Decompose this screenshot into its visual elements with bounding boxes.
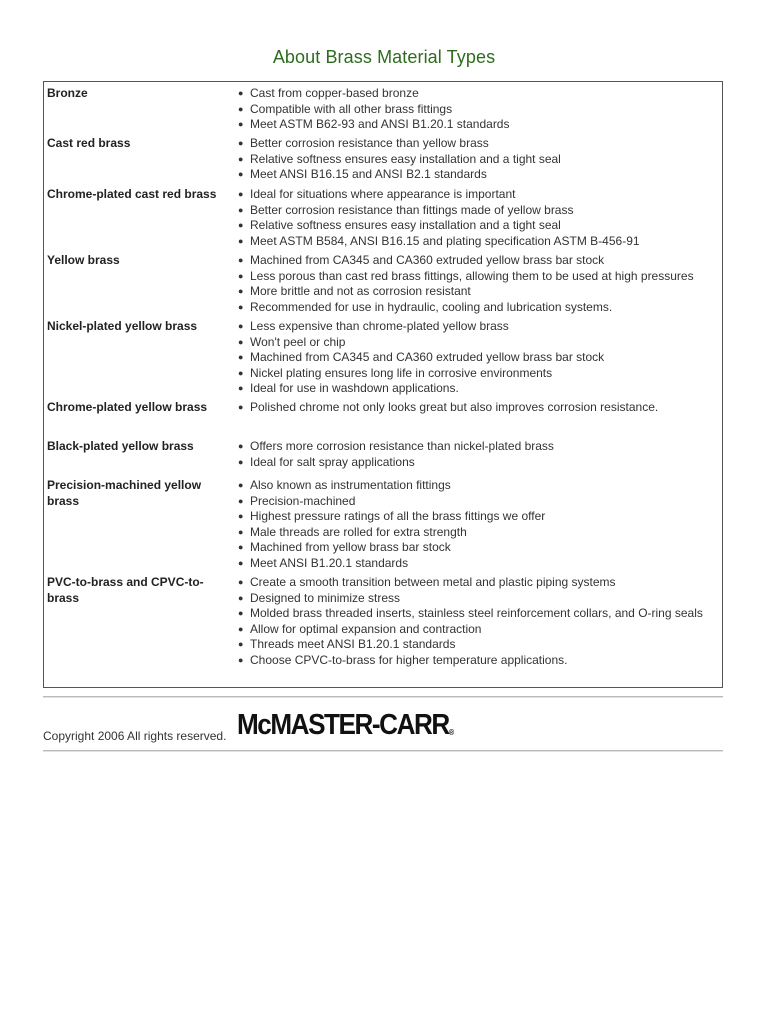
feature-text: Choose CPVC-to-brass for higher temperature applications. (250, 652, 568, 667)
list-item (238, 300, 716, 316)
material-name: Bronze (47, 86, 88, 100)
feature-list (235, 575, 716, 685)
list-item (238, 269, 716, 285)
bullet-icon: ● (238, 480, 244, 490)
bullet-icon: ● (238, 577, 244, 587)
feature-text: Meet ASTM B584, ANSI B16.15 and plating specification ASTM B-456-91 (250, 233, 640, 248)
feature-text: Cast from copper-based bronze (250, 86, 419, 100)
list-item (238, 637, 716, 653)
feature-text: Relative softness ensures easy installation and a tight seal (250, 218, 561, 233)
list-item (238, 653, 716, 669)
feature-list (235, 319, 716, 394)
bullet-icon: ● (238, 608, 244, 619)
bullet-icon: ● (238, 138, 244, 148)
bullet-icon: ● (238, 270, 244, 281)
feature-list (235, 478, 716, 569)
bullet-icon: ● (238, 301, 244, 312)
logo-text: McMASTER-CARR (237, 709, 449, 741)
list-item (238, 575, 716, 591)
feature-text: Male threads are rolled for extra strength (250, 524, 467, 539)
feature-text: Molded brass threaded inserts, stainless steel reinforcement collars, and O-ring seals (250, 606, 703, 621)
feature-text: Machined from CA345 and CA360 extruded yellow brass bar stock (250, 253, 605, 267)
feature-text: Recommended for use in hydraulic, cooling and lubrication systems. (250, 299, 613, 314)
list-item (238, 622, 716, 638)
bullet-icon: ● (238, 352, 244, 363)
list-item (238, 167, 716, 183)
list-item (238, 136, 716, 152)
material-name: Nickel-plated yellow brass (47, 319, 198, 333)
list-item (238, 187, 716, 203)
bullet-icon: ● (238, 592, 244, 603)
feature-text: Machined from CA345 and CA360 extruded yellow brass bar stock (250, 350, 605, 365)
table-row (44, 396, 722, 435)
feature-text: Meet ANSI B16.15 and ANSI B2.1 standards (250, 167, 487, 182)
feature-text: Compatible with all other brass fittings (250, 101, 453, 116)
table-row (44, 132, 722, 183)
bullet-icon: ● (238, 402, 244, 412)
bullet-icon: ● (238, 119, 244, 130)
bullet-icon: ● (238, 639, 244, 650)
material-name: Yellow brass (47, 253, 120, 267)
list-item (238, 335, 716, 351)
table-row (44, 183, 722, 249)
bullet-icon: ● (238, 336, 244, 347)
feature-text: Designed to minimize stress (250, 590, 401, 605)
bullet-icon: ● (238, 367, 244, 378)
bullet-icon: ● (238, 169, 244, 180)
divider-top (43, 696, 723, 698)
feature-text: Better corrosion resistance than fittings made of yellow brass (250, 202, 574, 217)
material-name: Black-plated yellow brass (47, 439, 194, 453)
feature-text: Better corrosion resistance than yellow brass (250, 136, 489, 150)
feature-text: Less porous than cast red brass fittings, allowing them to be used at high pressures (250, 268, 694, 283)
page-title: About Brass Material Types (272, 47, 496, 67)
bullet-icon: ● (238, 220, 244, 231)
bullet-icon: ● (238, 255, 244, 265)
feature-list (235, 136, 716, 181)
list-item (238, 366, 716, 382)
feature-text: Create a smooth transition between metal and plastic piping systems (250, 575, 616, 589)
list-item (238, 556, 716, 572)
mcmaster-carr-logo[interactable] (237, 709, 454, 742)
registered-mark: ® (448, 728, 455, 737)
feature-text: Ideal for salt spray applications (250, 454, 415, 469)
list-item (238, 478, 716, 494)
feature-text: More brittle and not as corrosion resistant (250, 284, 471, 299)
feature-text: Ideal for situations where appearance is important (250, 187, 516, 201)
feature-text: Machined from yellow brass bar stock (250, 540, 451, 555)
bullet-icon: ● (238, 321, 244, 331)
list-item (238, 525, 716, 541)
list-item (238, 540, 716, 556)
list-item (238, 203, 716, 219)
list-item (238, 253, 716, 269)
list-item (238, 117, 716, 133)
list-item (238, 509, 716, 525)
material-name: PVC-to-brass and CPVC-to-brass (47, 575, 204, 605)
bullet-icon: ● (238, 103, 244, 114)
table-row (44, 315, 722, 396)
list-item (238, 591, 716, 607)
bullet-icon: ● (238, 189, 244, 199)
bullet-icon: ● (238, 495, 244, 506)
bullet-icon: ● (238, 511, 244, 522)
bullet-icon: ● (238, 204, 244, 215)
list-item (238, 381, 716, 397)
list-item (238, 319, 716, 335)
material-name: Chrome-plated cast red brass (47, 187, 217, 201)
table-row (44, 435, 722, 474)
list-item (238, 455, 716, 471)
list-item (238, 284, 716, 300)
feature-text: Offers more corrosion resistance than nickel-plated brass (250, 439, 554, 453)
list-item (238, 218, 716, 234)
feature-text: Less expensive than chrome-plated yellow brass (250, 319, 509, 333)
feature-list (235, 400, 716, 433)
feature-text: Meet ANSI B1.20.1 standards (250, 555, 409, 570)
list-item (238, 350, 716, 366)
table-row (44, 474, 722, 571)
bullet-icon: ● (238, 654, 244, 665)
feature-text: Ideal for use in washdown applications. (250, 381, 459, 396)
material-name: Cast red brass (47, 136, 131, 150)
bullet-icon: ● (238, 542, 244, 553)
table-row (44, 249, 722, 315)
feature-text: Threads meet ANSI B1.20.1 standards (250, 637, 456, 652)
feature-text: Highest pressure ratings of all the brass fittings we offer (250, 509, 546, 524)
feature-text: Allow for optimal expansion and contraction (250, 621, 482, 636)
feature-text: Relative softness ensures easy installation and a tight seal (250, 151, 561, 166)
bullet-icon: ● (238, 153, 244, 164)
list-item (238, 234, 716, 250)
bullet-icon: ● (238, 235, 244, 246)
bullet-icon: ● (238, 526, 244, 537)
list-item (238, 400, 716, 416)
bullet-icon: ● (238, 557, 244, 568)
feature-list (235, 439, 716, 472)
feature-list (235, 253, 716, 313)
feature-text: Precision-machined (250, 493, 356, 508)
bullet-icon: ● (238, 383, 244, 394)
material-name: Chrome-plated yellow brass (47, 400, 208, 414)
table-row (44, 82, 722, 132)
list-item (238, 494, 716, 510)
feature-text: Meet ASTM B62-93 and ANSI B1.20.1 standards (250, 117, 510, 132)
bullet-icon: ● (238, 441, 244, 451)
divider-bottom (43, 750, 723, 752)
list-item (238, 102, 716, 118)
bullet-icon: ● (238, 456, 244, 467)
feature-list (235, 86, 716, 130)
bullet-icon: ● (238, 286, 244, 297)
feature-text: Nickel plating ensures long life in corrosive environments (250, 365, 553, 380)
feature-text: Also known as instrumentation fittings (250, 478, 451, 492)
table-row (44, 571, 722, 687)
list-item (238, 152, 716, 168)
bullet-icon: ● (238, 88, 244, 98)
feature-list (235, 187, 716, 247)
copyright-text: Copyright 2006 All rights reserved. (43, 729, 227, 743)
list-item (238, 606, 716, 622)
materials-table (43, 81, 723, 688)
feature-text: Won't peel or chip (250, 334, 346, 349)
bullet-icon: ● (238, 623, 244, 634)
feature-text: Polished chrome not only looks great but also improves corrosion resistance. (250, 400, 659, 414)
list-item (238, 86, 716, 102)
material-name: Precision-machined yellow brass (47, 478, 202, 508)
list-item (238, 439, 716, 455)
